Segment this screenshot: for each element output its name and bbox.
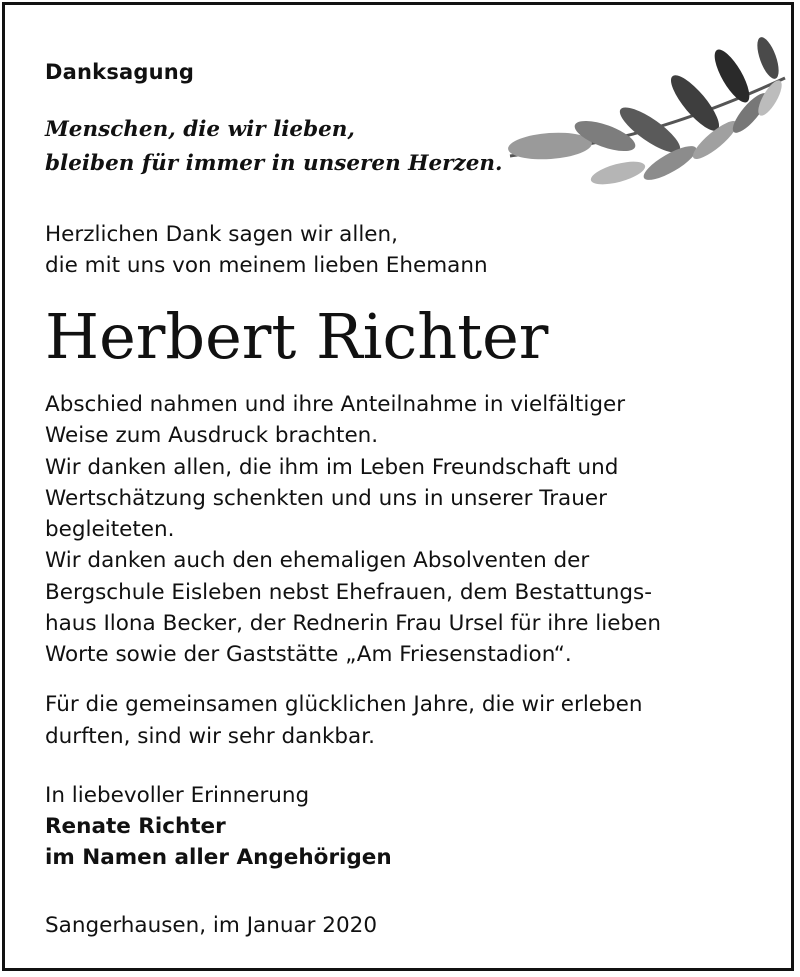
body-line: Wir danken allen, die ihm im Leben Freundschaft und <box>45 455 619 480</box>
signature-name: Renate Richter <box>45 814 226 839</box>
intro-line: die mit uns von meinem lieben Ehemann <box>45 253 488 278</box>
body-line: Weise zum Ausdruck brachten. <box>45 423 379 448</box>
deceased-name: Herbert Richter <box>45 300 549 373</box>
motto-line: Menschen, die wir lieben, <box>45 117 355 142</box>
signature-intro: In liebevoller Erinnerung <box>45 783 310 808</box>
olive-branch-icon <box>500 28 790 218</box>
signature-family: im Namen aller Angehörigen <box>45 845 392 870</box>
closing-line: Für die gemeinsamen glücklichen Jahre, die wir erleben <box>45 692 643 717</box>
intro-line: Herzlichen Dank sagen wir allen, <box>45 222 398 247</box>
body-line: Bergschule Eisleben nebst Ehefrauen, dem Bestattungs- <box>45 580 652 605</box>
body-line: Worte sowie der Gaststätte „Am Friesenstadion“. <box>45 642 572 667</box>
motto-line: bleiben für immer in unseren Herzen. <box>45 151 503 176</box>
body-line: Wir danken auch den ehemaligen Absolventen der <box>45 548 590 573</box>
body-line: haus Ilona Becker, der Rednerin Frau Ursel für ihre lieben <box>45 611 661 636</box>
body-line: Abschied nahmen und ihre Anteilnahme in vielfältiger <box>45 392 626 417</box>
closing-line: durften, sind wir sehr dankbar. <box>45 724 375 749</box>
place-date: Sangerhausen, im Januar 2020 <box>45 913 378 938</box>
body-line: begleiteten. <box>45 517 175 542</box>
heading: Danksagung <box>45 60 195 84</box>
body-line: Wertschätzung schenkten und uns in unserer Trauer <box>45 486 607 511</box>
